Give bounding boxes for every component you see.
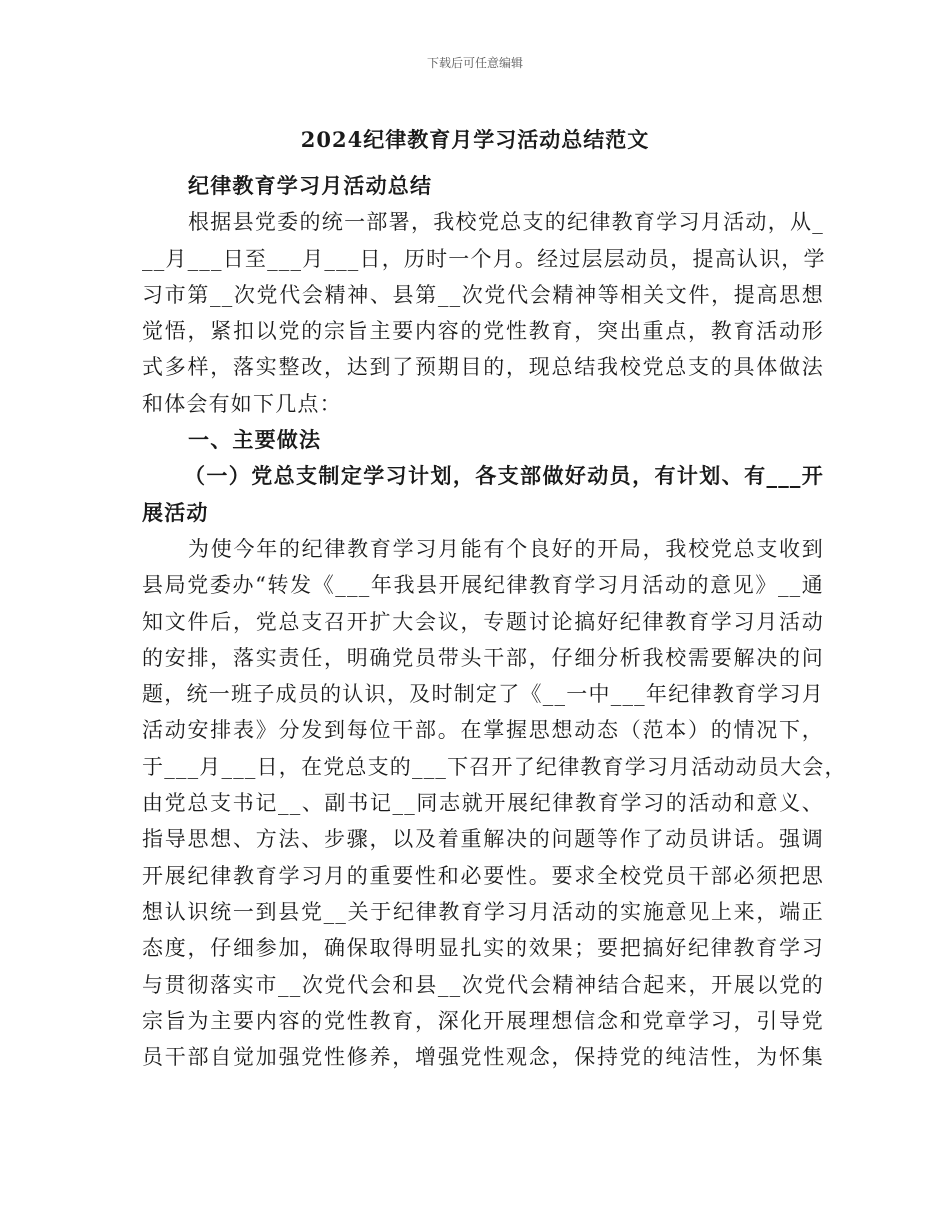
document-body bbox=[142, 168, 847, 1075]
paragraph-line: 县局党委办“转发《___年我县开展纪律教育学习月活动的意见》__通 bbox=[142, 573, 824, 598]
paragraph-line: 于___月___日，在党总支的___下召开了纪律教育学习月活动动员大会， bbox=[142, 754, 847, 779]
paragraph-line: 与贯彻落实市__次党代会和县__次党代会精神结合起来，开展以党的 bbox=[142, 972, 824, 997]
paragraph-line: 想认识统一到县党__关于纪律教育学习月活动的实施意见上来，端正 bbox=[142, 899, 824, 924]
paragraph-line: 觉悟，紧扣以党的宗旨主要内容的党性教育，突出重点，教育活动形 bbox=[142, 319, 824, 344]
section-heading: 一、主要做法 bbox=[188, 427, 322, 453]
paragraph-line: 态度，仔细参加，确保取得明显扎实的效果；要把搞好纪律教育学习 bbox=[142, 936, 824, 961]
paragraph-line: 和体会有如下几点： bbox=[142, 391, 342, 416]
paragraph-line: 为使今年的纪律教育学习月能有个良好的开局，我校党总支收到 bbox=[188, 536, 824, 561]
paragraph-line: 开展纪律教育学习月的重要性和必要性。要求全校党员干部必须把思 bbox=[142, 863, 824, 888]
paragraph-line: 的安排，落实责任，明确党员带头干部，仔细分析我校需要解决的问 bbox=[142, 645, 824, 670]
paragraph-line: 员干部自觉加强党性修养，增强党性观念，保持党的纯洁性，为怀集 bbox=[142, 1045, 824, 1070]
section-heading: 纪律教育学习月活动总结 bbox=[188, 173, 433, 198]
paragraph-line: __月___日至___月___日，历时一个月。经过层层动员，提高认识，学 bbox=[142, 246, 826, 271]
paragraph-line: 宗旨为主要内容的党性教育，深化开展理想信念和党章学习，引导党 bbox=[142, 1008, 824, 1033]
paragraph-line: 活动安排表》分发到每位干部。在掌握思想动态（范本）的情况下， bbox=[142, 718, 824, 743]
paragraph-line: 式多样，落实整改，达到了预期目的，现总结我校党总支的具体做法 bbox=[142, 355, 824, 380]
document-title: 2024纪律教育月学习活动总结范文 bbox=[300, 127, 650, 152]
paragraph-line: 习市第__次党代会精神、县第__次党代会精神等相关文件，提高思想 bbox=[142, 282, 824, 307]
paragraph-line: 根据县党委的统一部署，我校党总支的纪律教育学习月活动，从_ bbox=[188, 210, 824, 235]
header-note: 下载后可任意编辑 bbox=[426, 56, 523, 70]
paragraph-line: 知文件后，党总支召开扩大会议，专题讨论搞好纪律教育学习月活动 bbox=[142, 609, 824, 634]
paragraph-line: 指导思想、方法、步骤，以及着重解决的问题等作了动员讲话。强调 bbox=[142, 827, 824, 852]
subsection-heading: （一）党总支制定学习计划，各支部做好动员，有计划、有___开 bbox=[184, 463, 824, 489]
paragraph-line: 题，统一班子成员的认识，及时制定了《__一中___年纪律教育学习月 bbox=[142, 682, 824, 707]
subsection-heading-cont: 展活动 bbox=[142, 499, 209, 525]
paragraph-line: 由党总支书记__、副书记__同志就开展纪律教育学习的活动和意义、 bbox=[142, 791, 824, 816]
